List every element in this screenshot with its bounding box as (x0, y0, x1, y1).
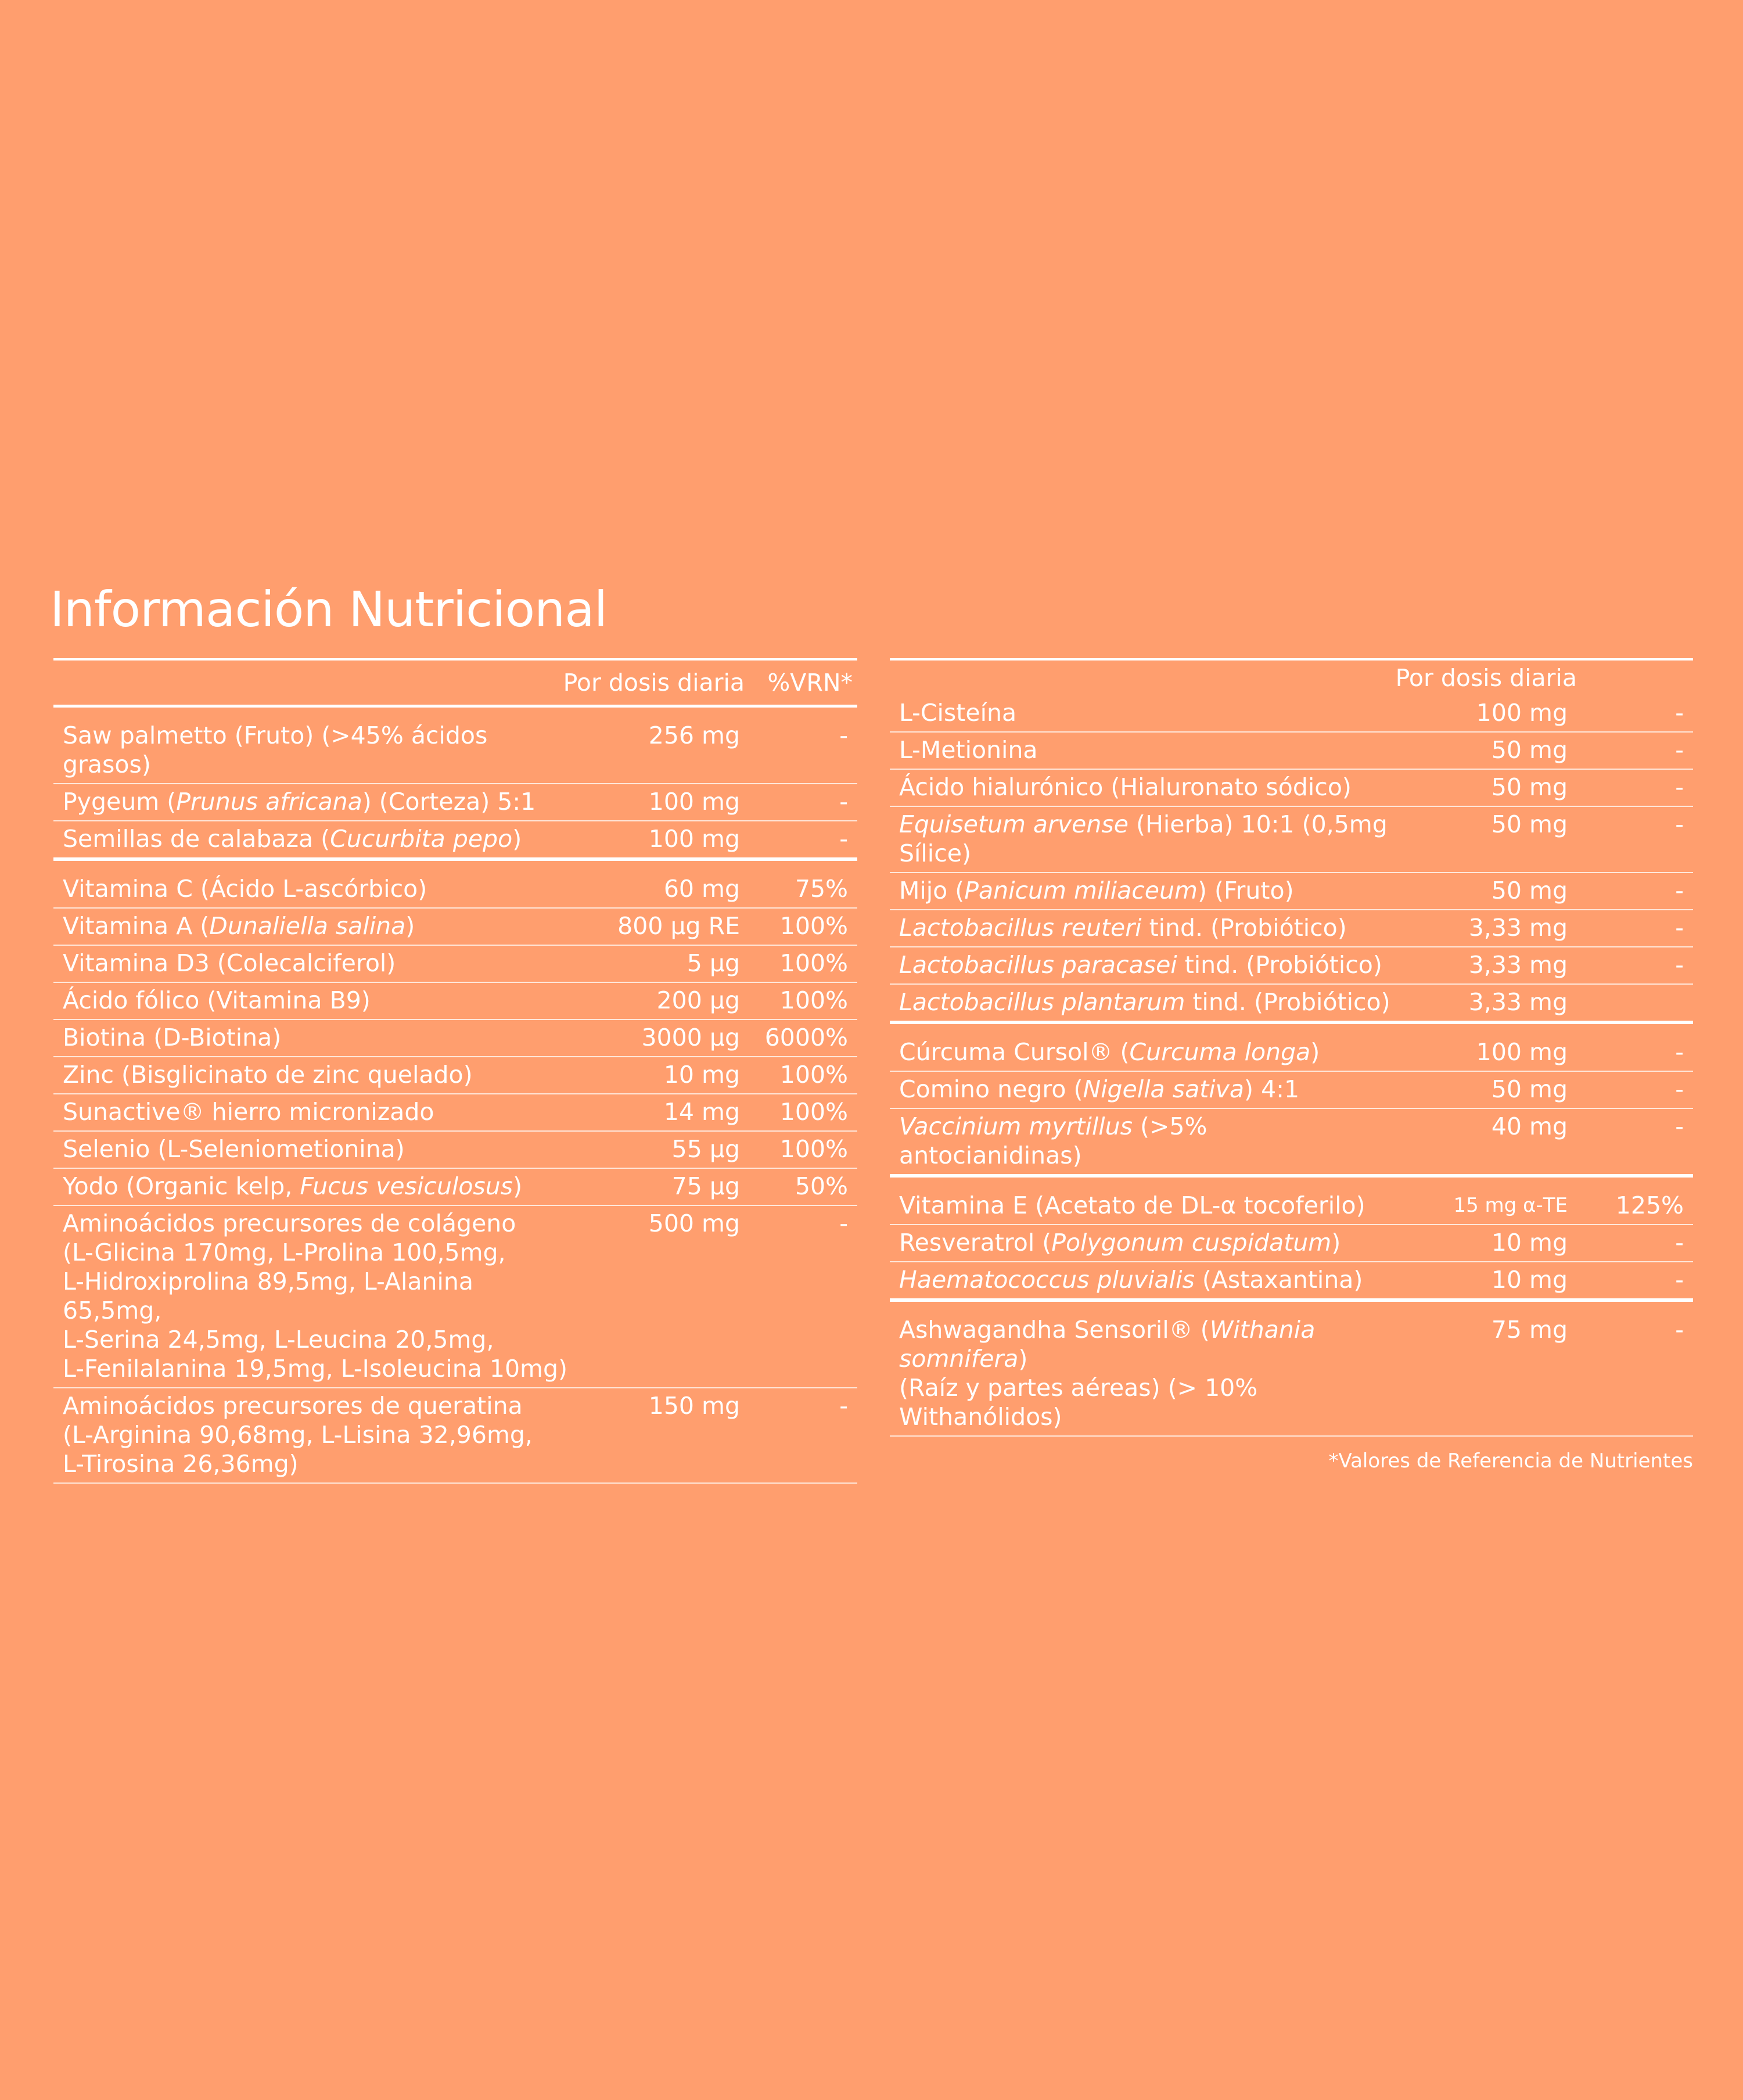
row-group (890, 695, 1693, 1024)
species-name: Dunaliella salina (209, 912, 406, 940)
name-text: Semillas de calabaza ( (63, 825, 330, 853)
table-row (890, 873, 1693, 910)
name-text: ) 4:1 (1244, 1075, 1300, 1103)
nutrient-name (53, 1135, 577, 1164)
name-text: Ácido hialurónico (Hialuronato sódico) (899, 773, 1352, 801)
species-name: Panicum miliaceum (964, 877, 1198, 904)
table-row (53, 871, 857, 909)
nutrient-name (890, 876, 1393, 905)
nutrient-name (890, 1075, 1393, 1104)
nutrient-name (53, 1209, 577, 1383)
amount-per-dose: 3,33 mg (1468, 951, 1568, 979)
amount-per-dose: 50 mg (1491, 1075, 1568, 1103)
amount-per-dose: 10 mg (1491, 1266, 1568, 1294)
row-group (890, 1024, 1693, 1178)
nutrient-name (53, 911, 577, 940)
name-text: ) (Raíz y partes aéreas) (> 10% Withanólidos) (899, 1345, 1258, 1431)
nutrient-name (890, 913, 1393, 942)
amount-per-dose: 40 mg (1491, 1112, 1568, 1140)
nutrition-table-left (53, 658, 857, 1484)
name-text: Cúrcuma Cursol® ( (899, 1038, 1130, 1066)
table-row (890, 1109, 1693, 1174)
header-amount: Por dosis diaria (1395, 664, 1577, 692)
nutrient-name (53, 874, 577, 903)
nutrient-name (890, 1112, 1393, 1170)
table-row (53, 909, 857, 946)
header-amount: Por dosis diaria (563, 669, 745, 697)
amount-per-dose: 10 mg (663, 1061, 740, 1089)
amount-per-dose: 100 mg (648, 825, 740, 853)
vrn-percent: 100% (779, 1135, 848, 1163)
amount-per-dose: 500 mg (648, 1209, 740, 1237)
species-name: Lactobacillus paracasei (899, 951, 1177, 979)
name-text: ) (405, 912, 415, 940)
nutrient-name (53, 721, 577, 779)
vrn-percent: - (1675, 736, 1684, 764)
vrn-percent: - (839, 788, 848, 816)
name-text: ) (512, 825, 522, 853)
vrn-percent: - (1675, 951, 1684, 979)
amount-per-dose: 100 mg (1476, 1038, 1568, 1066)
name-text: Vitamina A ( (63, 912, 210, 940)
amount-per-dose: 3,33 mg (1468, 988, 1568, 1016)
amount-per-dose: 75 µg (671, 1172, 740, 1200)
amount-per-dose: 50 mg (1491, 877, 1568, 904)
vrn-percent: - (1675, 699, 1684, 727)
table-row (890, 733, 1693, 770)
table-row (53, 1094, 857, 1132)
amount-per-dose: 100 mg (648, 788, 740, 816)
vrn-percent: - (839, 1209, 848, 1237)
vrn-percent: - (839, 721, 848, 749)
nutrition-table-right (890, 658, 1693, 1473)
table-header (53, 660, 857, 708)
name-text: Yodo (Organic kelp, (63, 1172, 300, 1200)
row-group (53, 708, 857, 861)
table-header (890, 660, 1693, 695)
vrn-percent: - (1675, 1316, 1684, 1344)
vrn-percent: - (1675, 810, 1684, 838)
species-name: Fucus vesiculosus (300, 1172, 513, 1200)
vrn-percent: 100% (779, 986, 848, 1014)
table-row (890, 1225, 1693, 1262)
amount-per-dose: 5 µg (687, 949, 740, 977)
table-row (890, 770, 1693, 807)
nutrient-name (890, 988, 1393, 1017)
amount-per-dose: 15 mg α-TE (1453, 1194, 1568, 1217)
nutrient-name (890, 1315, 1393, 1431)
nutrient-name (53, 1023, 577, 1052)
name-text: (Hierba) 10:1 (0,5mg Sílice) (899, 810, 1388, 867)
species-name: Polygonum cuspidatum (1051, 1229, 1332, 1257)
name-text: Vitamina E (Acetato de DL-α tocoferilo) (899, 1191, 1365, 1219)
name-text: (>5% antocianidinas) (899, 1112, 1207, 1169)
table-body (890, 695, 1693, 1437)
amount-per-dose: 10 mg (1491, 1229, 1568, 1257)
name-text: Ashwagandha Sensoril® ( (899, 1316, 1210, 1344)
table-row (53, 821, 857, 857)
table-row (890, 985, 1693, 1021)
name-text: (Astaxantina) (1194, 1266, 1363, 1294)
name-text: ) (Fruto) (1197, 877, 1294, 904)
table-row (53, 1020, 857, 1057)
name-text: Ácido fólico (Vitamina B9) (63, 986, 371, 1014)
name-text: Aminoácidos precursores de colágeno (L-Glicina 170mg, L-Prolina 100,5mg, L-Hidroxiprolina 89,5mg, L-Alanina 65,5mg, L-Serina 24,5mg, L-Leucina 20,5mg, L-Fenilalanina 19,5mg, L-Isoleucina 10mg) (63, 1209, 567, 1383)
table-row (890, 1035, 1693, 1072)
vrn-percent: 6000% (764, 1024, 848, 1051)
table-row (53, 784, 857, 821)
page-title: Información Nutricional (50, 581, 608, 638)
amount-per-dose: 256 mg (648, 721, 740, 749)
nutrient-name (53, 824, 577, 853)
species-name: Lactobacillus plantarum (899, 988, 1185, 1016)
amount-per-dose: 14 mg (663, 1098, 740, 1126)
vrn-percent: - (1675, 1266, 1684, 1294)
nutrient-name (890, 1038, 1393, 1067)
species-name: Withania somnifera (899, 1316, 1316, 1373)
name-text: Sunactive® hierro micronizado (63, 1098, 434, 1126)
name-text: Vitamina C (Ácido L-ascórbico) (63, 875, 427, 903)
name-text: Comino negro ( (899, 1075, 1083, 1103)
nutrient-name (53, 986, 577, 1015)
vrn-percent: 75% (795, 875, 848, 903)
amount-per-dose: 75 mg (1491, 1316, 1568, 1344)
nutrient-name (53, 949, 577, 978)
table-row (890, 1312, 1693, 1435)
vrn-percent: - (839, 825, 848, 853)
vrn-percent: - (1675, 1229, 1684, 1257)
row-group (53, 861, 857, 1484)
footnote: *Valores de Referencia de Nutrientes (1328, 1449, 1693, 1473)
table-row (53, 718, 857, 784)
name-text: tind. (Probiótico) (1177, 951, 1382, 979)
name-text: ) (1310, 1038, 1320, 1066)
amount-per-dose: 100 mg (1476, 699, 1568, 727)
name-text: tind. (Probiótico) (1185, 988, 1390, 1016)
name-text: Saw palmetto (Fruto) (>45% ácidos grasos) (63, 721, 488, 778)
name-text: tind. (Probiótico) (1141, 914, 1347, 942)
table-row (53, 1132, 857, 1169)
nutrient-name (53, 1060, 577, 1089)
nutrient-name (890, 810, 1393, 868)
table-row (890, 910, 1693, 947)
species-name: Curcuma longa (1129, 1038, 1311, 1066)
amount-per-dose: 3000 µg (641, 1024, 740, 1051)
name-text: Aminoácidos precursores de queratina (L-Arginina 90,68mg, L-Lisina 32,96mg, L-Tirosina 26,36mg) (63, 1392, 533, 1478)
nutrient-name (53, 1391, 577, 1478)
name-text: Zinc (Bisglicinato de zinc quelado) (63, 1061, 473, 1089)
name-text: L-Cisteína (899, 699, 1017, 727)
name-text: Selenio (L-Seleniometionina) (63, 1135, 405, 1163)
species-name: Cucurbita pepo (330, 825, 513, 853)
nutrient-name (890, 1265, 1393, 1294)
species-name: Vaccinium myrtillus (899, 1112, 1133, 1140)
name-text: ) (Corteza) 5:1 (362, 788, 536, 816)
vrn-percent: - (1675, 1075, 1684, 1103)
table-row (890, 695, 1693, 733)
vrn-percent: 125% (1615, 1191, 1684, 1219)
name-text: L-Metionina (899, 736, 1038, 764)
name-text: ) (1331, 1229, 1341, 1257)
nutrient-name (53, 1097, 577, 1126)
table-row (890, 807, 1693, 873)
table-row (890, 1188, 1693, 1225)
table-row (53, 1057, 857, 1094)
nutrient-name (890, 773, 1393, 802)
nutrient-name (890, 735, 1393, 764)
table-row (890, 947, 1693, 985)
name-text: Mijo ( (899, 877, 965, 904)
vrn-percent: 100% (779, 1098, 848, 1126)
table-row (53, 946, 857, 983)
vrn-percent: - (1675, 1038, 1684, 1066)
amount-per-dose: 800 µg RE (617, 912, 740, 940)
nutrient-name (890, 698, 1393, 727)
table-row (890, 1072, 1693, 1109)
table-row (53, 1169, 857, 1206)
amount-per-dose: 60 mg (663, 875, 740, 903)
table-row (53, 1388, 857, 1482)
amount-per-dose: 50 mg (1491, 810, 1568, 838)
species-name: Equisetum arvense (899, 810, 1129, 838)
amount-per-dose: 200 µg (656, 986, 740, 1014)
name-text: Pygeum ( (63, 788, 177, 816)
species-name: Prunus africana (176, 788, 362, 816)
vrn-percent: - (839, 1392, 848, 1420)
table-row (53, 1206, 857, 1388)
name-text: Vitamina D3 (Colecalciferol) (63, 949, 396, 977)
nutrient-name (53, 1172, 577, 1201)
name-text: Biotina (D-Biotina) (63, 1024, 282, 1051)
vrn-percent: 100% (779, 912, 848, 940)
row-group (890, 1302, 1693, 1437)
row-group (890, 1178, 1693, 1302)
name-text: ) (513, 1172, 523, 1200)
vrn-percent: 100% (779, 1061, 848, 1089)
nutrient-name (890, 1191, 1393, 1220)
vrn-percent: - (1675, 1112, 1684, 1140)
vrn-percent: 100% (779, 949, 848, 977)
species-name: Nigella sativa (1083, 1075, 1245, 1103)
table-row (890, 1262, 1693, 1298)
species-name: Lactobacillus reuteri (899, 914, 1142, 942)
amount-per-dose: 50 mg (1491, 773, 1568, 801)
vrn-percent: 50% (795, 1172, 848, 1200)
species-name: Haematococcus pluvialis (899, 1266, 1195, 1294)
amount-per-dose: 3,33 mg (1468, 914, 1568, 942)
table-body (53, 708, 857, 1484)
header-vrn: %VRN* (767, 669, 853, 697)
amount-per-dose: 50 mg (1491, 736, 1568, 764)
nutrient-name (890, 1228, 1393, 1257)
vrn-percent: - (1675, 877, 1684, 904)
nutrient-name (53, 787, 577, 816)
vrn-percent: - (1675, 773, 1684, 801)
amount-per-dose: 150 mg (648, 1392, 740, 1420)
name-text: Resveratrol ( (899, 1229, 1052, 1257)
vrn-percent: - (1675, 914, 1684, 942)
nutrient-name (890, 950, 1393, 979)
table-row (53, 983, 857, 1020)
amount-per-dose: 55 µg (671, 1135, 740, 1163)
